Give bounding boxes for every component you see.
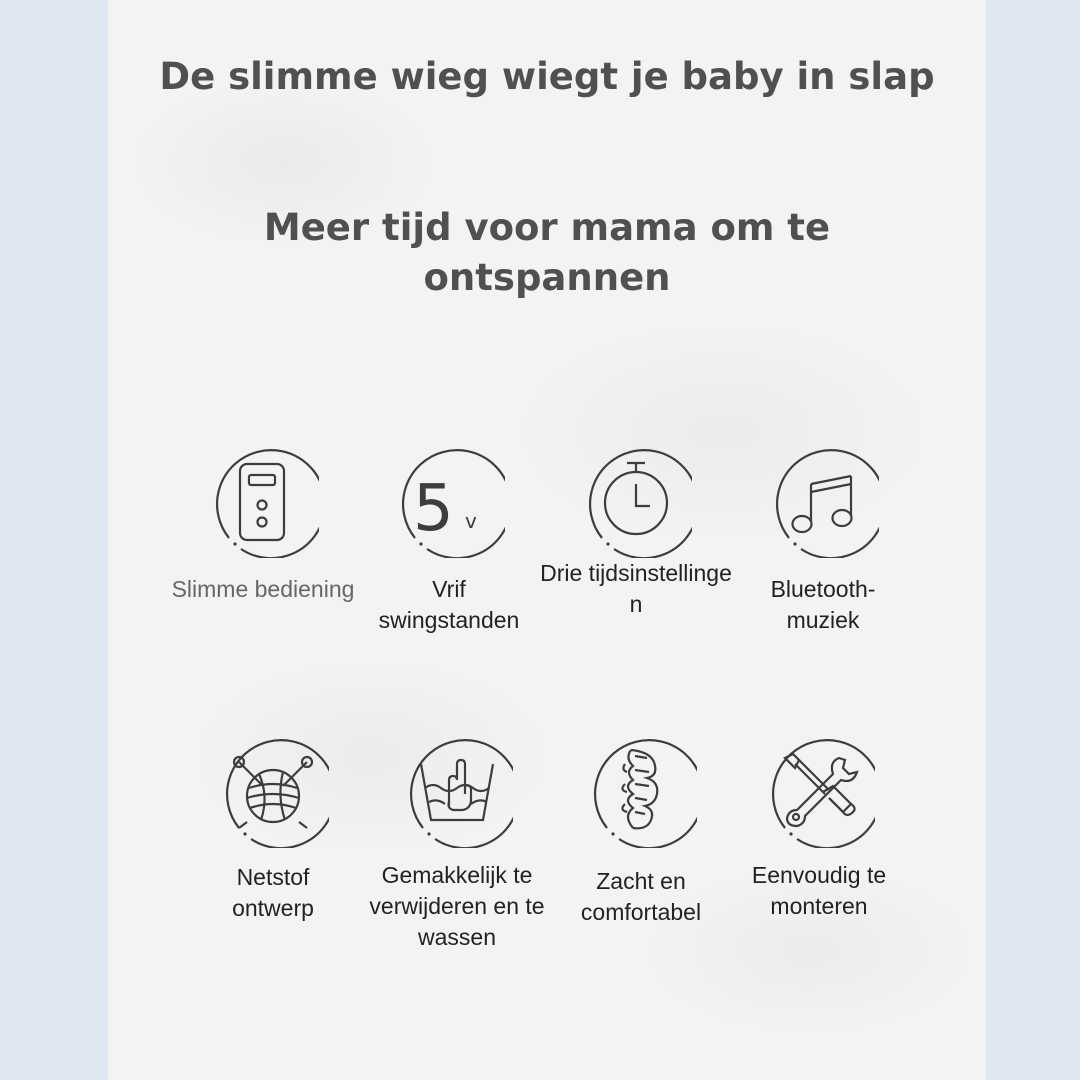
icon-digit: 5 [413,472,454,546]
timer-icon [580,446,692,558]
feature-label: Slimme bediening [171,576,355,602]
yarn-ball-icon [217,736,329,848]
five-volt-icon [393,446,505,558]
content-panel [108,0,986,1080]
feature-label: Bluetooth-muziek [770,576,876,633]
sub-headline: Meer tijd voor mama om te ontspannen [263,206,831,299]
icon-unit: v [465,509,477,533]
feature-label: Vrif swingstanden [378,576,520,633]
feature-label: Gemakkelijk te verwijderen en te wassen [369,862,545,950]
hand-wash-icon [401,736,513,848]
music-note-icon [767,446,879,558]
soft-spring-icon [585,736,697,848]
remote-control-icon [207,446,319,558]
tools-icon [763,736,875,848]
feature-label: Zacht en comfortabel [580,868,702,925]
feature-label: Drie tijdsinstellinge n [540,560,732,617]
main-headline: De slimme wieg wiegt je baby in slap [159,55,935,98]
feature-label: Netstof ontwerp [232,864,314,921]
feature-label: Eenvoudig te monteren [751,862,887,919]
